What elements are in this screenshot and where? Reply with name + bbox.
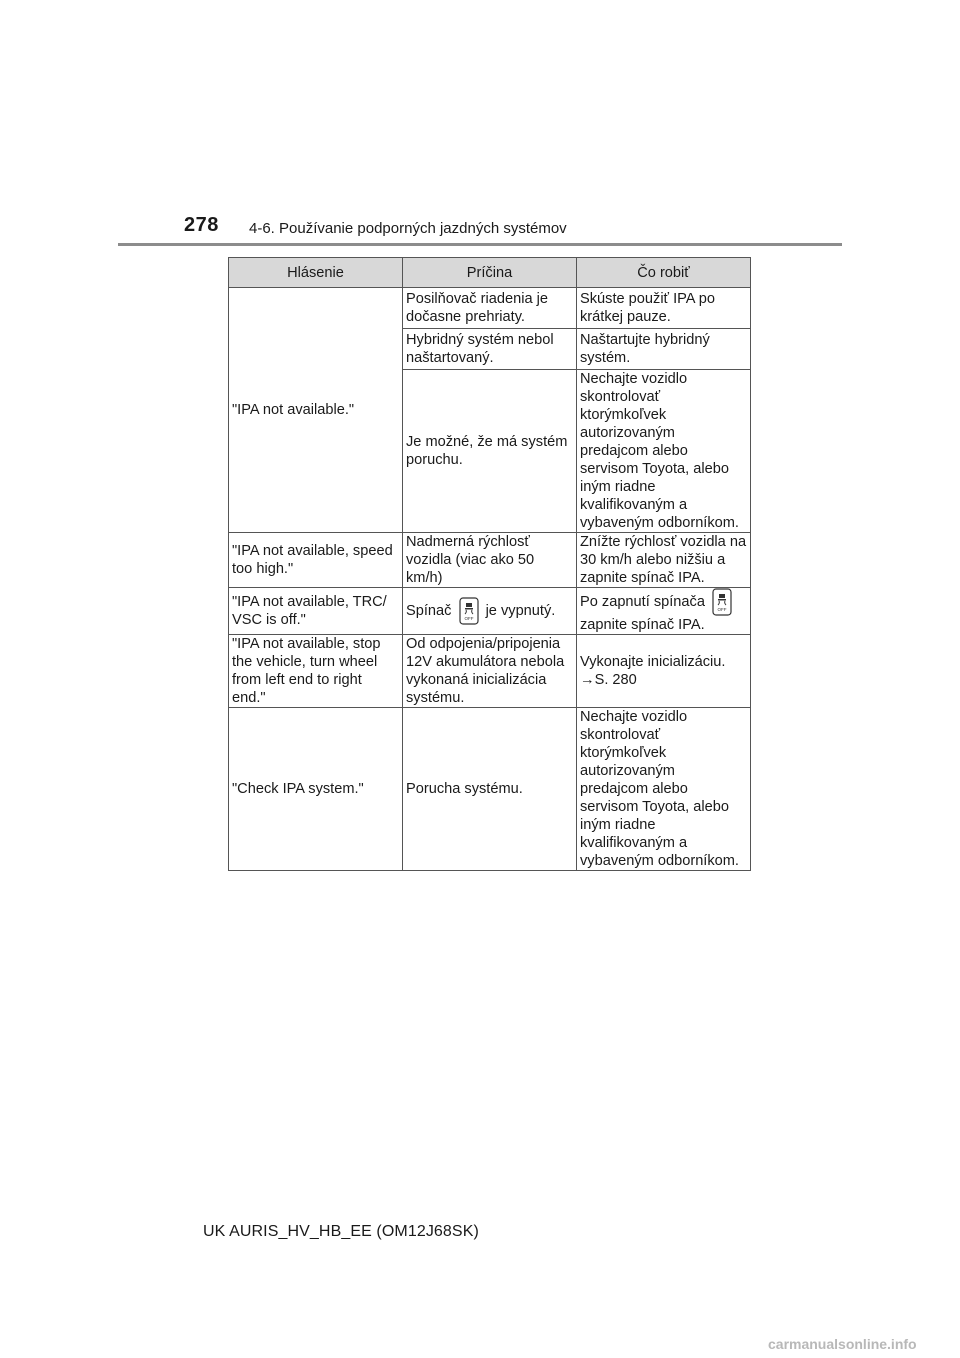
watermark-link[interactable]: carmanualsonline.info	[768, 1336, 917, 1352]
table-row	[229, 588, 751, 635]
action-text: Vykonajte inicializáciu.	[580, 654, 726, 670]
action-suffix: zapnite spínač IPA.	[580, 617, 705, 633]
ipa-message-table	[228, 257, 751, 871]
vsc-off-switch-icon	[712, 588, 732, 616]
cause-cell: Je možné, že má systém poruchu.	[403, 370, 577, 533]
cause-suffix: je vypnutý.	[485, 602, 556, 619]
column-header-message: Hlásenie	[229, 258, 403, 288]
message-cell: "IPA not available, speed too high."	[229, 533, 403, 588]
table-row	[229, 533, 751, 588]
cause-cell: Posilňovač riadenia je dočasne prehriaty.	[403, 288, 577, 329]
table-row	[229, 288, 751, 329]
action-cell: Znížte rýchlosť vozidla na 30 km/h alebo nižšiu a zapnite spínač IPA.	[577, 533, 751, 588]
switch-off-label: OFF	[717, 607, 727, 612]
model-code-footer: UK AURIS_HV_HB_EE (OM12J68SK)	[203, 1223, 479, 1240]
cause-prefix: Spínač	[406, 602, 452, 619]
message-cell: "IPA not available."	[229, 288, 403, 533]
action-cell: Skúste použiť IPA po krátkej pauze.	[577, 288, 751, 329]
cause-cell	[403, 588, 577, 635]
switch-off-label: OFF	[464, 616, 473, 621]
table-row	[229, 708, 751, 871]
vsc-off-switch-icon	[459, 597, 479, 625]
action-cell: Nechajte vozidlo skontrolovať ktorýmkoľvek autorizovaným predajcom alebo servisom Toyota, alebo iným riadne kvalifikovaným a vybaveným odborníkom.	[577, 370, 751, 533]
page-reference-link[interactable]: →S. 280	[580, 672, 637, 688]
section-title: 4-6. Používanie podporných jazdných systémov	[249, 220, 567, 237]
column-header-action: Čo robiť	[577, 258, 751, 288]
cause-cell: Nadmerná rýchlosť vozidla (viac ako 50 km/h)	[403, 533, 577, 588]
page-header	[0, 0, 960, 250]
page-number: 278	[184, 214, 219, 236]
table-header-row	[229, 258, 751, 288]
message-cell: "IPA not available, TRC/ VSC is off."	[229, 588, 403, 635]
message-cell: "IPA not available, stop the vehicle, turn wheel from left end to right end."	[229, 635, 403, 708]
action-cell	[577, 588, 751, 635]
column-header-cause: Príčina	[403, 258, 577, 288]
header-divider	[118, 243, 842, 246]
action-cell	[577, 635, 751, 708]
cause-cell: Porucha systému.	[403, 708, 577, 871]
action-cell: Nechajte vozidlo skontrolovať ktorýmkoľvek autorizovaným predajcom alebo servisom Toyota, alebo iným riadne kvalifikovaným a vybaveným odborníkom.	[577, 708, 751, 871]
table-row	[229, 635, 751, 708]
action-prefix: Po zapnutí spínača	[580, 593, 705, 610]
message-cell: "Check IPA system."	[229, 708, 403, 871]
cause-cell: Od odpojenia/pripojenia 12V akumulátora nebola vykonaná inicializácia systému.	[403, 635, 577, 708]
cause-cell: Hybridný systém nebol naštartovaný.	[403, 329, 577, 370]
action-cell: Naštartujte hybridný systém.	[577, 329, 751, 370]
